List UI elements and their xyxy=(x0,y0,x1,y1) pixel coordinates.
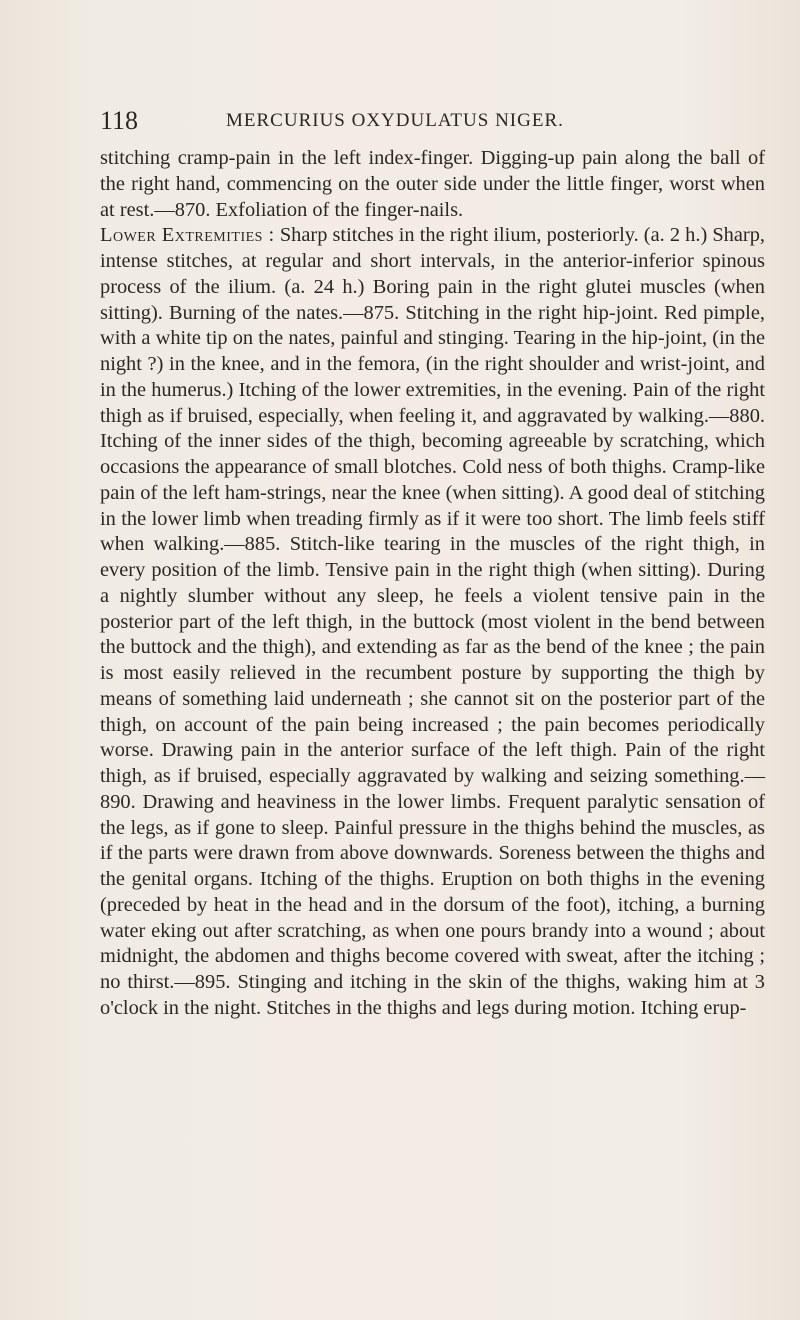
paragraph-lower-extremities xyxy=(100,223,765,1021)
body-text xyxy=(100,146,765,1022)
page-number: 118 xyxy=(100,106,139,135)
paragraph-text: Sharp stitches in the right ilium, posteriorly. (a. 2 h.) Sharp, intense stitches, at regular and short intervals, in the anterior-inferior spinous process of the ilium. (a. 24 h.) Boring pain in the right glutei muscles (when sitting). Burning of the nates.—875. Stitching in the right hip-joint. Red pimple, with a white tip on the nates, painful and stinging. Tearing in the hip-joint, (in the night ?) in the knee, and in the femora, (in the right shoulder and wrist-joint, and in the humerus.) Itching of the lower extremities, in the evening. Pain of the right thigh as if bruised, especially, when feeling it, and aggravated by walking.—880. Itching of the inner sides of the thigh, becoming agreeable by scratching, which occasions the appearance of small blotches. Cold ness of both thighs. Cramp-like pain of the left ham-strings, near the knee (when sitting). A good deal of stitching in the lower limb when treading firmly as if it were too short. The limb feels stiff when walking.—885. Stitch-like tearing in the muscles of the right thigh, in every position of the limb. Tensive pain in the right thigh (when sitting). During a nightly slumber without any sleep, he feels a violent tensive pain in the posterior part of the left thigh, in the buttock (most violent in the bend between the buttock and the thigh), and extending as far as the bend of the knee ; the pain is most easily relieved in the recumbent posture by supporting the thigh by means of something laid underneath ; she cannot sit on the posterior part of the thigh, on account of the pain being increased ; the pain becomes periodically worse. Drawing pain in the anterior surface of the left thigh. Pain of the right thigh, as if bruised, especially aggravated by walking and seizing something.—890. Drawing and heaviness in the lower limbs. Frequent paralytic sensation of the legs, as if gone to sleep. Painful pressure in the thighs behind the muscles, as if the parts were drawn from above downwards. Soreness between the thighs and the genital organs. Itching of the thighs. Eruption on both thighs in the evening (preceded by heat in the head and in the dorsum of the foot), itching, a burning water eking out after scratching, as when one pours brandy into a wound ; about midnight, the abdomen and thighs become covered with sweat, after the itching ; no thirst.—895. Stinging and itching in the skin of the thighs, waking him at 3 o'clock in the night. Stitches in the thighs and legs during motion. Itching erup- xyxy=(100,224,765,1019)
paragraph-hand xyxy=(100,146,765,223)
section-heading: Lower Extremities : xyxy=(100,224,275,247)
page-header xyxy=(0,100,800,140)
running-head: MERCURIUS OXYDULATUS NIGER. xyxy=(226,110,564,131)
paragraph-text: stitching cramp-pain in the left index-finger. Digging-up pain along the ball of the right hand, commencing on the outer side under the little finger, worst when at rest.—870. Exfoliation of the finger-nails. xyxy=(100,147,765,221)
